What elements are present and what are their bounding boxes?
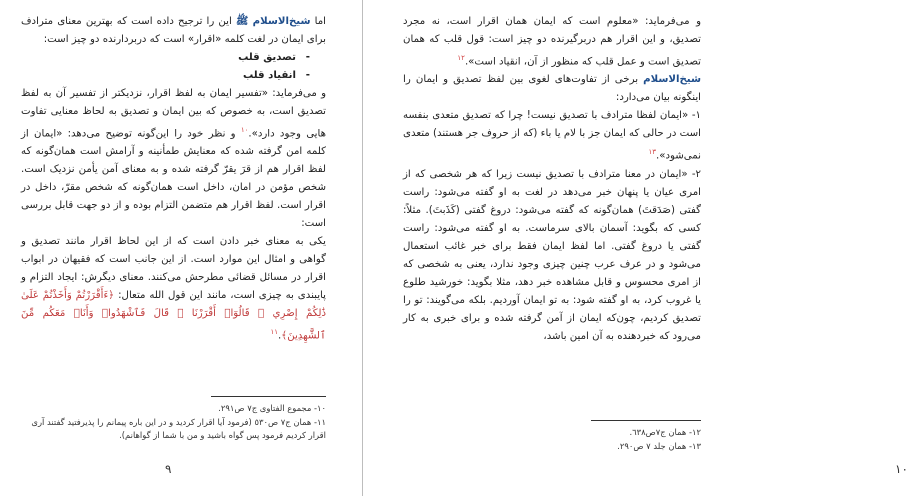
right-paragraph-4: ٢- «ایمان در معنا مترادف با تصدیق نیست زیرا که هر شخصی که از امری عیان یا پنهان خبر می‌دهد در لغت به او گفته می‌شود: راست گفتی (صَدَقتَ) همان‌گونه که گفته می‌شود: دروغ گفتی (کَذَبتَ). مثلاً: کسی که بگوید: آسمان بالای سرماست. به او گفته می‌شود: راست گفتی یا دروغ گفتی. اما لفظ ایمان فقط برای خبر غائب استعمال می‌شود و در عرف عرب چنین چیزی وجود ندارد، یعنی به شخصی که از امری محسوس و قابل مشاهده خبر دهد، مثلا بگوید: خورشید طلوع یا غروب کرد، به او گفته شود: به تو ایمان آوردیم. بلکه می‌گویند: تو را تصدیق کردیم، چون‌که ایمان از آمن گرفته شده و برای خبری به کار می‌رود که خبردهنده به آن امین باشد، [403,168,701,342]
footnote: ١١- همان ج٧ ص٥٣٠ (فرمود آیا اقرار کردید و در این باره پیمانم را پذیرفتید گفتند آری اقرار کردیم فرمود پس گواه باشید و من با شما از گواهانم). [31,416,326,440]
highlighted-name: شیخ‌الاسلام [643,74,701,86]
right-footnotes [403,426,701,453]
list-item: - تصدیق قلب [21,49,296,67]
right-page-body [403,13,701,346]
right-paragraph-2: شیخ‌الاسلام برخی از تفاوت‌های لغوی بین لفظ تصدیق و ایمان را اینگونه بیان می‌دارد: [403,74,701,104]
left-paragraph-1: اما شیخ‌الاسلام ﷺ این را ترجیح داده است که بهترین معنای مترادف برای ایمان در لغت کلمه «اقرار» است که دربردارنده دو چیز است: [21,16,326,45]
left-bullet-list [21,49,326,85]
quran-verse: ﴿ءَأَقْرَرْتُمْ وَأَخَذْتُمْ عَلَىٰ ذَٰلِكُمْ إِصْرِي ۖ قَالُوٓا۟ أَقْرَرْنَا ۚ قَالَ فَٱشْهَدُوا۟ وَأَنَا۠ مَعَكُم مِّنَ ٱلشَّٰهِدِينَ﴾ [21,290,326,342]
footnote: ١٣- همان جلد ٧ ص٢٩٠. [617,440,701,451]
list-item: - انقیاد قلب [21,67,296,85]
right-paragraph-1: و می‌فرماید: «معلوم است که ایمان همان اقرار است، نه مجرد تصدیق، و این اقرار هم دربرگیرنده دو چیز است: قول قلب که همان تصدیق است و عمل قلب که منظور از آن، انقیاد است».$^{١٢}$ [403,16,701,68]
left-page-body [21,13,326,346]
page-number: ٩ [165,462,172,476]
left-paragraph-2: و می‌فرماید: «تفسیر ایمان به لفظ اقرار، نزدیکتر از تفسیر آن به لفظ تصدیق است، به خصوص که بین ایمان و تصدیق به لحاظ معنایی تفاوت هایی وجود دارد».$^{١٠}$ و نظر خود را این‌گونه توضیح می‌دهد: «ایمان از کلمه امن گرفته شده که معنایش طمأنینه و آرامش است همان‌گونه که لفظ اقرار هم از قرَ یقرّ گرفته شده و به معنای آمن یأمن نزدیک است. شخص مؤمن در امان، داخل است همان‌گونه که شخص مقرّ، داخل در اقرار است. لفظ اقرار هم متضمن التزام بوده و از دو جهت قابل بررسی است: [21,88,326,230]
left-paragraph-3: یکی به معنای خبر دادن است که از این لحاظ اقرار مانند تصدیق و گواهی و امثال این موارد است. از این جانب است که فقیهان در ابواب اقرار در مسائل قضائی مطرحش می‌کنند. معنای دیگرش: ایجاد التزام و پایبندی به چیزی است، مانند این قول الله متعال: ﴿ءَأَقْرَرْتُمْ وَأَخَذْتُمْ عَلَىٰ ذَٰلِكُمْ إِصْرِي ۖ قَالُوٓا۟ أَقْرَرْنَا ۚ قَالَ فَٱشْهَدُوا۟ وَأَنَا۠ مَعَكُم مِّنَ ٱلشَّٰهِدِينَ﴾.$^{١١}$ [21,236,326,342]
highlighted-name: شیخ‌الاسلام ﷺ [235,16,311,27]
left-footnotes [21,402,326,443]
page-number: ١٠ [895,462,908,476]
right-paragraph-3: ١- «ایمان لفظا مترادف با تصدیق نیست! چرا که تصدیق متعدی بنفسه است در حالی که ایمان جز با لام یا باء (که از حروف جر هستند) متعدی نمی‌شود».$^{١٣}$ [403,110,701,162]
footnote-marker: ١٢ [457,54,465,62]
footnote: ١٢- همان ج٧ص٦٣٨. [629,427,701,437]
footnote-marker: ١٣ [648,148,656,157]
footnote-divider [211,396,326,397]
footnote-divider [591,420,701,421]
right-page [363,0,908,496]
footnote: ١٠- مجموع الفتاوی ج٧ ص٢٩١. [218,403,326,413]
footnote-marker: ١١ [270,328,278,337]
footnote-marker: ١٠ [240,126,249,134]
left-page [0,0,362,496]
